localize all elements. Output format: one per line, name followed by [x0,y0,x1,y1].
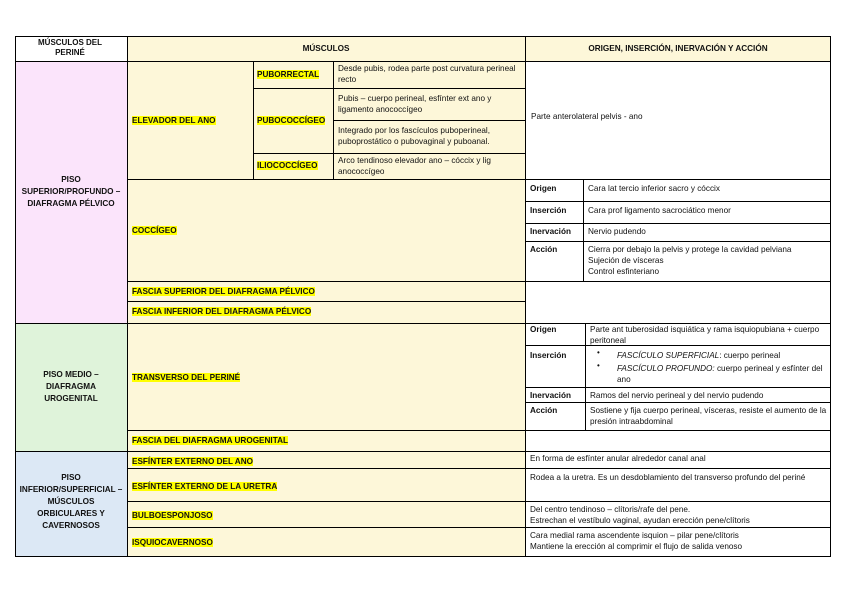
muscle-esfinter-anal-name: ESFÍNTER EXTERNO DEL ANO [132,457,254,466]
group-superior-label: PISO SUPERIOR/PROFUNDO – DIAFRAGMA PÉLVICO [21,175,121,208]
muscle-esfinter-uretra [132,481,277,492]
transverso-insercion-1 [617,350,827,361]
muscle-elevador-name: ELEVADOR DEL ANO [132,116,216,125]
fascia-urogenital-name: FASCIA DEL DIAFRAGMA UROGENITAL [132,436,289,445]
muscle-pubococcigeo-name: PUBOCOCCÍGEO [257,116,326,125]
pubococcigeo-description-2: Integrado por los fascículos puboperineal, puboprostático o pubovaginal y puboanal. [338,126,491,146]
coccigeo-accion-3: Control esfinteriano [588,267,659,276]
transverso-insercion-1-label: FASCÍCULO SUPERFICIAL [617,351,720,360]
pubococcigeo-description-1: Pubis – cuerpo perineal, esfínter ext ano y ligamento anococcígeo [338,94,492,114]
muscle-iliococcigeo [257,160,318,171]
transverso-inervacion: Ramos del nervio perineal y del nervio pudendo [590,391,764,400]
muscle-esfinter-uretra-name: ESFÍNTER EXTERNO DE LA URETRA [132,482,278,491]
muscle-elevador [132,115,216,126]
coccigeo-inervacion-label: Inervación [530,227,571,236]
fascia-superior-name: FASCIA SUPERIOR DEL DIAFRAGMA PÉLVICO [132,287,315,296]
transverso-accion: Sostiene y fija cuerpo perineal, vísceras, resiste el aumento de la presión intraabdominal [590,406,827,426]
coccigeo-accion-2: Sujeción de vísceras [588,256,664,265]
esfinter-anal-description: En forma de esfínter anular alrededor canal anal [530,454,706,463]
esfinter-uretra-description: Rodea a la uretra. Es un desdoblamiento del transverso profundo del periné [530,473,806,482]
iliococcigeo-description: Arco tendinoso elevador ano – cóccix y lig anococcígeo [338,156,491,176]
transverso-insercion-2-label: FASCÍCULO PROFUNDO: [617,364,715,373]
transverso-insercion-2 [617,363,827,385]
isquiocavernoso-description-2: Mantiene la erección al comprimir el flujo de salida venoso [530,542,743,551]
muscle-puborrectal [257,69,319,80]
transverso-accion-label: Acción [530,406,558,415]
fascia-inferior [132,306,311,317]
header-muscles: MÚSCULOS [302,44,350,53]
coccigeo-origen: Cara lat tercio inferior sacro y cóccix [588,184,720,193]
fascia-superior [132,286,315,297]
muscle-bulboesponjoso [132,510,213,521]
header-origin-insertion: ORIGEN, INSERCIÓN, INERVACIÓN Y ACCIÓN [588,44,768,53]
perineum-muscle-table [15,36,831,556]
header-perineum-muscles: MÚSCULOS DEL PERINÉ [38,38,102,57]
group-inferior-label: PISO INFERIOR/SUPERFICIAL – MÚSCULOS ORBICULARES Y CAVERNOSOS [19,473,123,530]
coccigeo-origen-label: Origen [530,184,557,193]
coccigeo-accion-1: Cierra por debajo la pelvis y protege la cavidad pelviana [588,245,792,254]
muscle-pubococcigeo [257,115,325,126]
muscle-coccigeo-name: COCCÍGEO [132,226,177,235]
muscle-transverso-name: TRANSVERSO DEL PERINÉ [132,373,241,382]
muscle-isquiocavernoso [132,537,213,548]
coccigeo-insercion-label: Inserción [530,206,567,215]
elevador-info: Parte anterolateral pelvis - ano [531,112,643,121]
muscle-esfinter-anal [132,456,253,467]
puborrectal-description: Desde pubis, rodea parte post curvatura perineal recto [338,64,516,84]
isquiocavernoso-description-1: Cara medial rama ascendente isquion – pilar pene/clítoris [530,531,739,540]
coccigeo-inervacion: Nervio pudendo [588,227,646,236]
group-medio-label: PISO MEDIO – DIAFRAGMA UROGENITAL [43,370,99,403]
transverso-insercion-2-text: cuerpo perineal y esfínter del ano [617,364,823,384]
coccigeo-insercion: Cara prof ligamento sacrociático menor [588,206,731,215]
fascia-inferior-name: FASCIA INFERIOR DEL DIAFRAGMA PÉLVICO [132,307,312,316]
fascia-urogenital [132,435,288,446]
transverso-insercion-label: Inserción [530,351,567,360]
muscle-isquiocavernoso-name: ISQUIOCAVERNOSO [132,538,213,547]
muscle-coccigeo [132,225,177,236]
bulboesponjoso-description-1: Del centro tendinoso – clítoris/rafe del pene. [530,505,691,514]
transverso-origen: Parte ant tuberosidad isquiática y rama isquiopubiana + cuerpo peritoneal [590,325,820,345]
transverso-inervacion-label: Inervación [530,391,571,400]
bulboesponjoso-description-2: Estrechan el vestíbulo vaginal, ayudan erección pene/clítoris [530,516,750,525]
muscle-bulboesponjoso-name: BULBOESPONJOSO [132,511,213,520]
transverso-insercion-1-text: : cuerpo perineal [719,351,781,360]
transverso-origen-label: Origen [530,325,557,334]
muscle-puborrectal-name: PUBORRECTAL [257,70,320,79]
muscle-iliococcigeo-name: ILIOCOCCÍGEO [257,161,318,170]
coccigeo-accion-label: Acción [530,245,558,254]
muscle-transverso [132,372,240,383]
bullet-icon: • [597,348,600,357]
bullet-icon: • [597,361,600,370]
